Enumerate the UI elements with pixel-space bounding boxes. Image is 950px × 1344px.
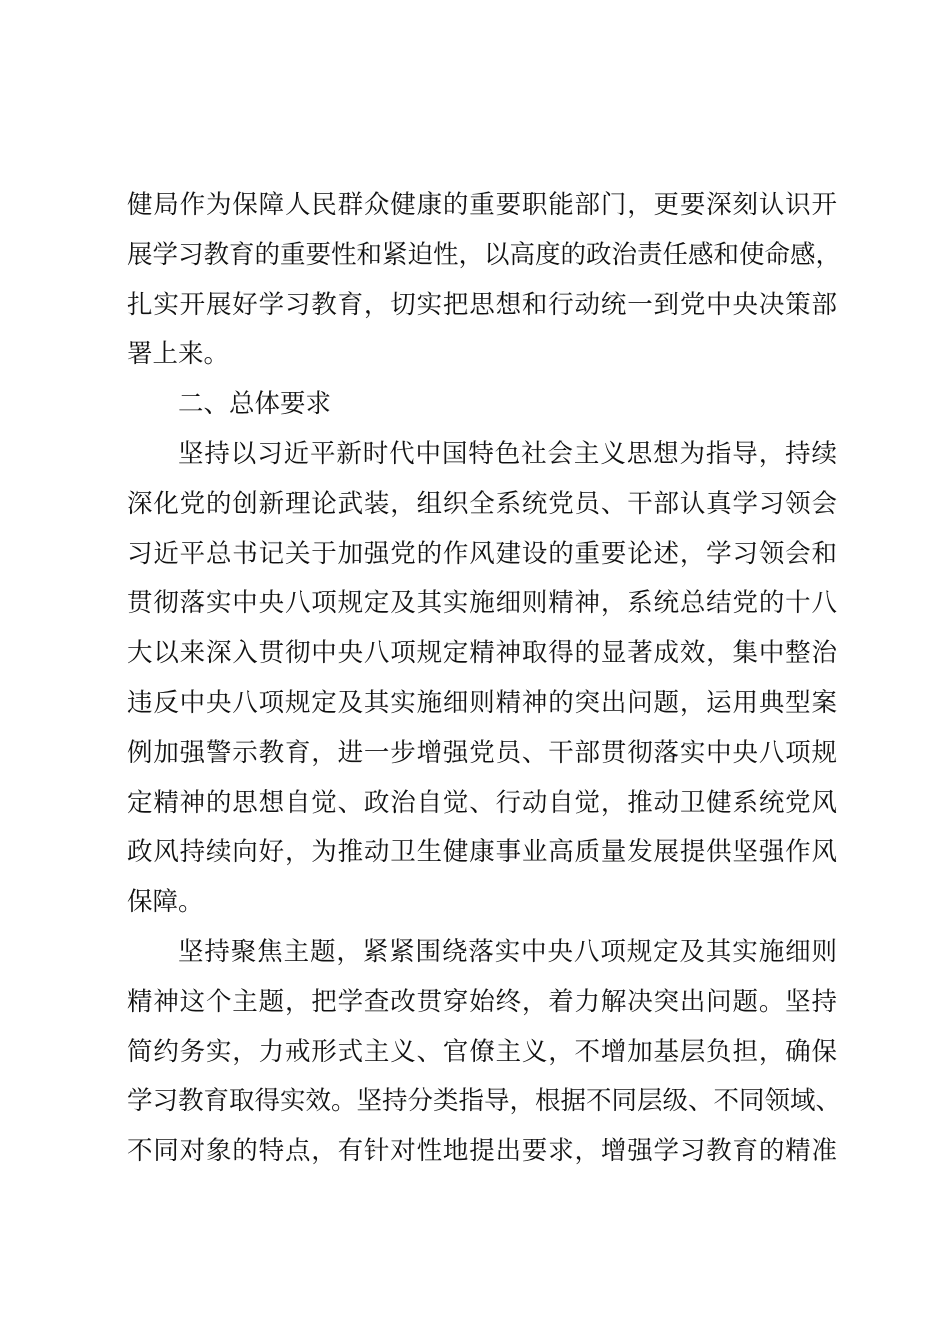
body-line: 定精神的思想自觉、政治自觉、行动自觉，推动卫健系统党风 <box>127 787 837 818</box>
body-line: 不同对象的特点，有针对性地提出要求，增强学习教育的精准 <box>127 1136 837 1167</box>
body-line: 学习教育取得实效。坚持分类指导，根据不同层级、不同领域、 <box>127 1086 842 1117</box>
body-line: 坚持聚焦主题，紧紧围绕落实中央八项规定及其实施细则 <box>178 936 837 967</box>
body-line: 贯彻落实中央八项规定及其实施细则精神，系统总结党的十八 <box>127 588 837 619</box>
document-body <box>127 181 842 1177</box>
section-heading: 二、总体要求 <box>178 389 332 420</box>
body-line: 署上来。 <box>127 339 230 370</box>
body-line: 违反中央八项规定及其实施细则精神的突出问题，运用典型案 <box>127 687 837 718</box>
body-line: 简约务实，力戒形式主义、官僚主义，不增加基层负担，确保 <box>127 1036 837 1067</box>
body-line: 习近平总书记关于加强党的作风建设的重要论述，学习领会和 <box>127 538 837 569</box>
body-line: 精神这个主题，把学查改贯穿始终，着力解决突出问题。坚持 <box>127 986 837 1017</box>
body-line: 大以来深入贯彻中央八项规定精神取得的显著成效，集中整治 <box>127 638 837 669</box>
body-line: 坚持以习近平新时代中国特色社会主义思想为指导，持续 <box>178 438 837 469</box>
body-line: 例加强警示教育，进一步增强党员、干部贯彻落实中央八项规 <box>127 737 837 768</box>
body-line: 深化党的创新理论武装，组织全系统党员、干部认真学习领会 <box>127 488 837 519</box>
body-line: 健局作为保障人民群众健康的重要职能部门，更要深刻认识开 <box>127 190 837 220</box>
body-line: 展学习教育的重要性和紧迫性，以高度的政治责任感和使命感， <box>127 239 842 270</box>
body-line: 保障。 <box>127 887 204 918</box>
body-line: 政风持续向好，为推动卫生健康事业高质量发展提供坚强作风 <box>127 837 837 868</box>
body-line: 扎实开展好学习教育，切实把思想和行动统一到党中央决策部 <box>127 289 837 320</box>
